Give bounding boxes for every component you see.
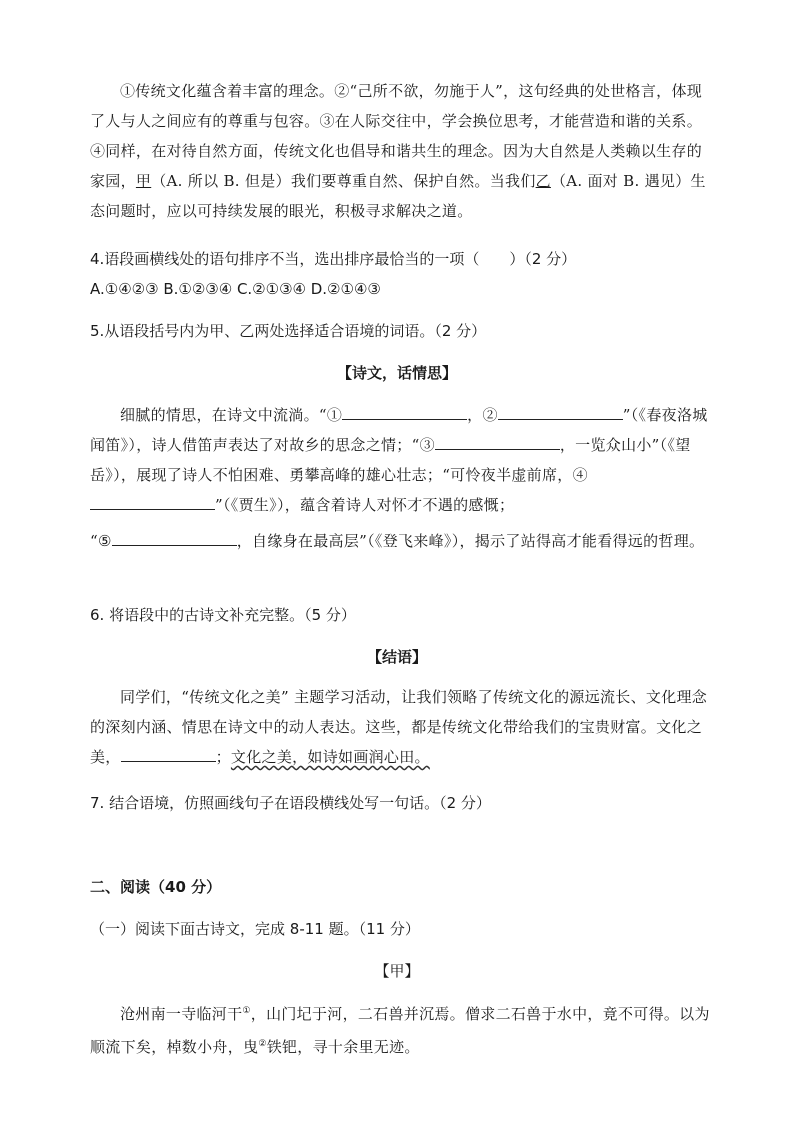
answer-blank-2[interactable]	[498, 401, 623, 420]
text-label-jia: 【甲】	[374, 962, 420, 980]
question-5: 5.从语段括号内为甲、乙两处选择适合语境的词语。（2 分）	[90, 322, 487, 340]
passage-text: ，②	[467, 406, 498, 424]
passage-text: ，自缘身在最高层”（《登飞来峰》），揭示了站得高才能看得远的哲理。	[236, 532, 705, 550]
passage-text: ，山门圮于河，二石兽并沉焉。僧求二石兽于水中，竟不可得。以为顺流下矣，棹数小舟，曳	[90, 1005, 710, 1056]
passage-text: 铁钯，寻十余里无迹。	[266, 1038, 420, 1056]
answer-blank-5[interactable]	[112, 527, 237, 546]
passage-text: ，一览众山小”（《望岳》），展现了诗人不怕困难、勇攀高峰的雄心壮志；“可怜夜半虚前席，④	[90, 436, 691, 484]
subsection-1-title: （一）阅读下面古诗文，完成 8-11 题。（11 分）	[90, 920, 420, 938]
question-6: 6. 将语段中的古诗文补充完整。（5 分）	[90, 606, 356, 624]
passage-text: ”（《春夜洛城闻笛》），诗人借笛声表达了对故乡的思念之情；“③	[90, 406, 708, 454]
passage-conclusion	[90, 682, 710, 772]
question-4-options: A.①④②③ B.①②③④ C.②①③④ D.②①④③	[90, 280, 381, 298]
question-7: 7. 结合语境，仿照画线句子在语段横线处写一句话。（2 分）	[90, 794, 491, 812]
section-2-title: 二、阅读（40 分）	[90, 878, 222, 896]
passage-poetry	[90, 400, 710, 520]
passage-text: ”（《贾生》），蕴含着诗人对怀才不遇的感慨；	[215, 496, 515, 514]
passage-text: 同学们，“传统文化之美” 主题学习活动，让我们领略了传统文化的源远流长、文化理念的深刻内涵、情思在诗文中的动人表达。这些，都是传统文化带给我们的宝贵财富。文化之美，	[90, 688, 708, 766]
model-sentence: 文化之美，如诗如画润心田。	[230, 748, 430, 766]
answer-blank-4[interactable]	[90, 491, 215, 510]
passage-text: 细腻的情思，在诗文中流淌。“①	[120, 406, 343, 424]
question-4: 4.语段画横线处的语句排序不当，选出排序最恰当的一项（ ）（2 分）	[90, 250, 577, 268]
footnote-marker: ②	[258, 1039, 267, 1049]
answer-blank-1[interactable]	[342, 401, 467, 420]
passage-text: “⑤	[90, 532, 112, 550]
passage-culture-ideas	[90, 76, 710, 226]
blank-jia: 甲	[135, 172, 152, 190]
passage-text: ；	[215, 748, 231, 766]
passage-poetry-cont	[90, 526, 710, 556]
section-heading-conclusion: 【结语】	[366, 648, 427, 666]
section-heading-poetry: 【诗文，话情思】	[336, 364, 457, 382]
answer-blank-3[interactable]	[435, 431, 560, 450]
passage-text: ①传统文化蕴含着丰富的理念。②“己所不欲，勿施于人”，这句经典的处世格言，体现了人与人之间应有的尊重与包容。③在人际交往中，学会换位思考，才能营造和谐的关系。④同样，在对待自然方面，传统文化也倡导和谐共生的理念。因为大自然是人类赖以生存的家园，	[90, 82, 703, 190]
passage-classical	[90, 996, 710, 1062]
passage-text: 沧州南一寺临河干	[120, 1005, 243, 1023]
blank-yi: 乙	[535, 172, 551, 190]
footnote-marker: ①	[242, 1006, 251, 1016]
passage-text: （A. 所以 B. 但是）我们要尊重自然、保护自然。当我们	[151, 172, 536, 190]
answer-blank-sentence[interactable]	[121, 743, 216, 762]
passage-text: （A. 面对 B. 遇见）生态问题时，应以可持续发展的眼光，积极寻求解决之道。	[90, 172, 706, 220]
